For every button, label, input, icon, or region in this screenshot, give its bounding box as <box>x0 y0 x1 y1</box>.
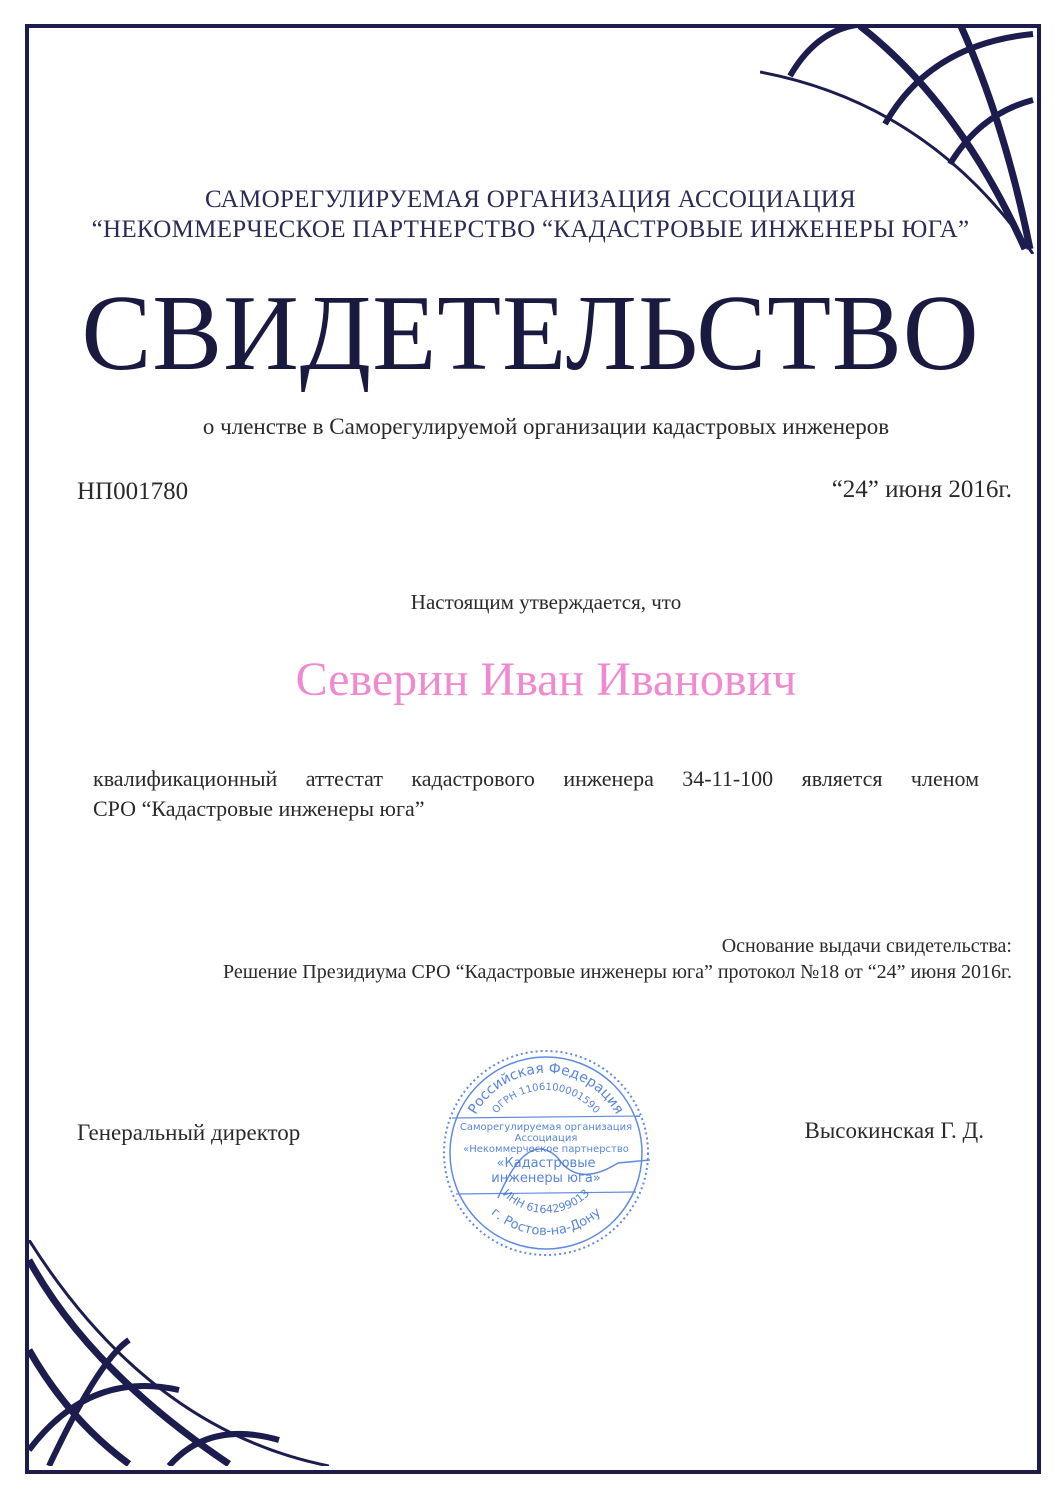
certificate-date: “24” июня 2016г. <box>831 476 1012 503</box>
intro-text: Настоящим утверждается, что <box>410 590 682 614</box>
stamp-line1: Саморегулируемая организация <box>459 1122 633 1133</box>
stamp-line4: «Кадастровые <box>496 1156 596 1171</box>
signatory-position: Генеральный директор <box>77 1120 301 1145</box>
stamp-inn: ИНН 6164299013 <box>499 1186 593 1217</box>
seal-stamp <box>438 1048 658 1262</box>
basis-label: Основание выдачи свидетельства: <box>721 935 1012 957</box>
stamp-city: г. Ростов-на-Дону <box>487 1205 605 1240</box>
svg-text:ИНН 6164299013 <box>500 1187 592 1216</box>
body-text-line1: квалификационный аттестат кадастрового инженера 34-11-100 является членом <box>93 766 979 791</box>
org-name-line2: “НЕКОММЕРЧЕСКОЕ ПАРТНЕРСТВО “КАДАСТРОВЫЕ ИНЖЕНЕРЫ ЮГА” <box>91 216 970 243</box>
stamp-ogrn: ОГРН 1106100001590 <box>490 1081 602 1116</box>
document-subtitle: о членстве в Саморегулируемой организации кадастровых инженеров <box>202 414 890 439</box>
stamp-country: Российская Федерация <box>465 1060 627 1118</box>
stamp-line5: инженеры юга» <box>491 1171 601 1186</box>
body-text-line2: СРО “Кадастровые инженеры юга” <box>93 796 425 821</box>
document-title: СВИДЕТЕЛЬСТВО <box>81 274 980 393</box>
stamp-line2: Ассоциация <box>514 1133 578 1144</box>
stamp-line3: «Некоммерческое партнерство <box>463 1144 629 1155</box>
member-name: Северин Иван Иванович <box>295 653 797 706</box>
signatory-name: Высокинская Г. Д. <box>804 1118 984 1143</box>
org-name-line1: САМОРЕГУЛИРУЕМАЯ ОРГАНИЗАЦИЯ АССОЦИАЦИЯ <box>204 186 857 213</box>
corner-ornament-bottom-left <box>29 1240 329 1466</box>
basis-text: Решение Президиума СРО “Кадастровые инженеры юга” протокол №18 от “24” июня 2016г. <box>222 961 1012 983</box>
certificate-number: НП001780 <box>77 478 189 505</box>
